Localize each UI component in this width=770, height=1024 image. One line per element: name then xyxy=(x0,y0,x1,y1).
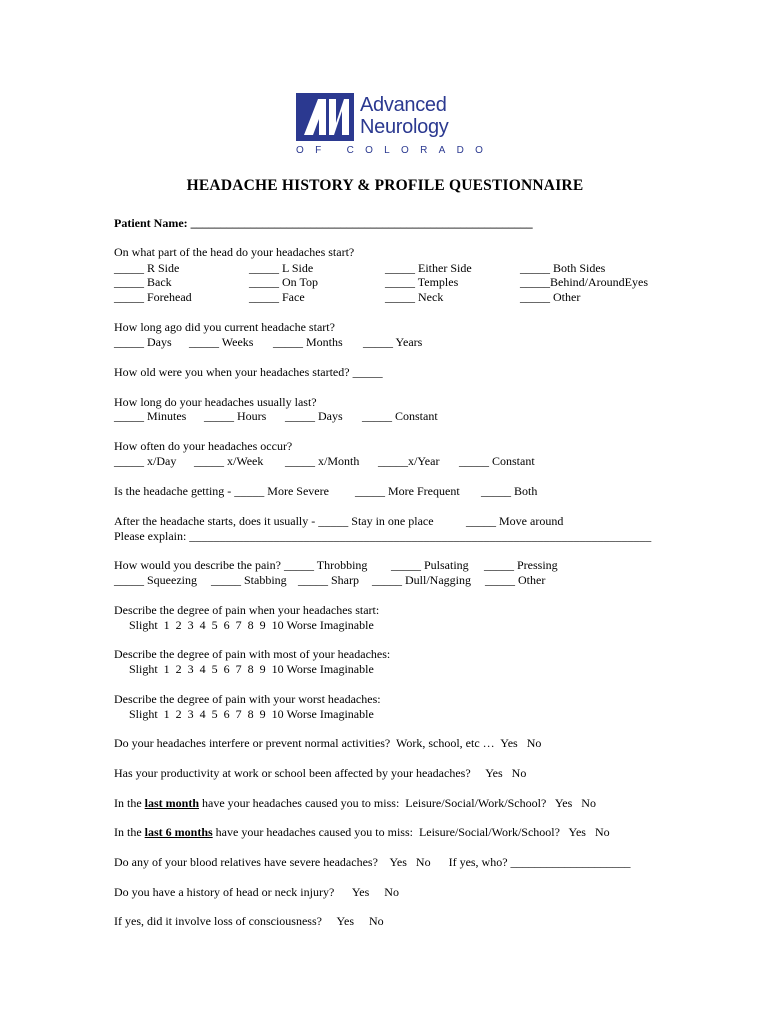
productivity-question[interactable]: Has your productivity at work or school been affected by your headaches? Yes No xyxy=(114,766,527,780)
option-pressing[interactable]: _____ Pressing xyxy=(484,558,558,572)
getting-question[interactable]: Is the headache getting - _____ More Severe xyxy=(114,484,329,498)
consciousness-question[interactable]: If yes, did it involve loss of consciousness? Yes No xyxy=(114,914,384,928)
option-r-side[interactable]: _____ R Side xyxy=(114,261,180,275)
option-hours[interactable]: _____ Hours xyxy=(204,409,267,423)
option-either-side[interactable]: _____ Either Side xyxy=(385,261,472,275)
last-6-months-post: have your headaches caused you to miss: Leisure/Social/Work/School? Yes No xyxy=(212,825,610,839)
last-6-months-question[interactable] xyxy=(114,825,610,839)
option-days[interactable]: _____ Days xyxy=(114,335,172,349)
relatives-question[interactable]: Do any of your blood relatives have severe headaches? Yes No If yes, who? ____________________ xyxy=(114,855,631,869)
frequency-question: How often do your headaches occur? xyxy=(114,439,293,453)
last-6-months-pre: In the xyxy=(114,825,145,839)
pain-worst-scale[interactable]: Slight 1 2 3 4 5 6 7 8 9 10 Worse Imaginable xyxy=(129,707,374,721)
option-minutes[interactable]: _____ Minutes xyxy=(114,409,187,423)
last-month-question[interactable] xyxy=(114,796,596,810)
option-l-side[interactable]: _____ L Side xyxy=(249,261,314,275)
option-face[interactable]: _____ Face xyxy=(249,290,305,304)
option-forehead[interactable]: _____ Forehead xyxy=(114,290,192,304)
pain-most-scale[interactable]: Slight 1 2 3 4 5 6 7 8 9 10 Worse Imaginable xyxy=(129,662,374,676)
option-both[interactable]: _____ Both xyxy=(481,484,538,498)
pain-most-question: Describe the degree of pain with most of your headaches: xyxy=(114,647,391,661)
option-back[interactable]: _____ Back xyxy=(114,275,172,289)
duration-question: How long do your headaches usually last? xyxy=(114,395,317,409)
option-per-month[interactable]: _____ x/Month xyxy=(285,454,360,468)
how-long-ago-question: How long ago did you current headache start? xyxy=(114,320,335,334)
patient-name-field[interactable]: Patient Name: _________________________________________________________ xyxy=(114,216,533,230)
last-6-months-emphasis: last 6 months xyxy=(144,825,213,839)
option-months[interactable]: _____ Months xyxy=(273,335,343,349)
option-temples[interactable]: _____ Temples xyxy=(385,275,459,289)
option-years[interactable]: _____ Years xyxy=(363,335,423,349)
option-stabbing[interactable]: _____ Stabbing xyxy=(211,573,287,587)
option-weeks[interactable]: _____ Weeks xyxy=(189,335,254,349)
option-duration-days[interactable]: _____ Days xyxy=(285,409,343,423)
option-more-frequent[interactable]: _____ More Frequent xyxy=(355,484,460,498)
head-part-question: On what part of the head do your headaches start? xyxy=(114,245,355,259)
option-move-around[interactable]: _____ Move around xyxy=(466,514,564,528)
please-explain-field[interactable]: Please explain: _____________________________________________________________________________ xyxy=(114,529,652,543)
option-constant[interactable]: _____ Constant xyxy=(362,409,438,423)
interfere-question[interactable]: Do your headaches interfere or prevent normal activities? Work, school, etc … Yes No xyxy=(114,736,542,750)
describe-pain-question[interactable]: How would you describe the pain? _____ Throbbing xyxy=(114,558,368,572)
after-start-question[interactable]: After the headache starts, does it usually - _____ Stay in one place xyxy=(114,514,434,528)
option-pulsating[interactable]: _____ Pulsating xyxy=(391,558,469,572)
option-per-year[interactable]: _____x/Year xyxy=(378,454,440,468)
option-sharp[interactable]: _____ Sharp xyxy=(298,573,359,587)
logo-word-advanced: Advanced xyxy=(360,94,447,116)
option-behind-around-eyes[interactable]: _____Behind/AroundEyes xyxy=(520,275,648,289)
last-month-pre: In the xyxy=(114,796,145,810)
pain-start-question: Describe the degree of pain when your headaches start: xyxy=(114,603,380,617)
last-month-emphasis: last month xyxy=(144,796,199,810)
option-frequency-constant[interactable]: _____ Constant xyxy=(459,454,535,468)
option-dull-nagging[interactable]: _____ Dull/Nagging xyxy=(372,573,471,587)
pain-worst-question: Describe the degree of pain with your worst headaches: xyxy=(114,692,381,706)
option-other[interactable]: _____ Other xyxy=(520,290,581,304)
age-started-question[interactable]: How old were you when your headaches started? _____ xyxy=(114,365,383,379)
option-neck[interactable]: _____ Neck xyxy=(385,290,444,304)
option-per-week[interactable]: _____ x/Week xyxy=(194,454,264,468)
clinic-logo xyxy=(296,93,495,157)
logo-word-neurology: Neurology xyxy=(360,116,449,138)
pain-start-scale[interactable]: Slight 1 2 3 4 5 6 7 8 9 10 Worse Imaginable xyxy=(129,618,374,632)
option-squeezing[interactable]: _____ Squeezing xyxy=(114,573,197,587)
an-logo-mark xyxy=(296,93,354,141)
option-pain-other[interactable]: _____ Other xyxy=(485,573,546,587)
logo-subtitle: OF COLORADO xyxy=(296,145,495,156)
page-title: HEADACHE HISTORY & PROFILE QUESTIONNAIRE xyxy=(186,177,584,194)
last-month-post: have your headaches caused you to miss: Leisure/Social/Work/School? Yes No xyxy=(199,796,596,810)
option-on-top[interactable]: _____ On Top xyxy=(249,275,318,289)
injury-question[interactable]: Do you have a history of head or neck injury? Yes No xyxy=(114,885,399,899)
option-per-day[interactable]: _____ x/Day xyxy=(114,454,177,468)
option-both-sides[interactable]: _____ Both Sides xyxy=(520,261,606,275)
